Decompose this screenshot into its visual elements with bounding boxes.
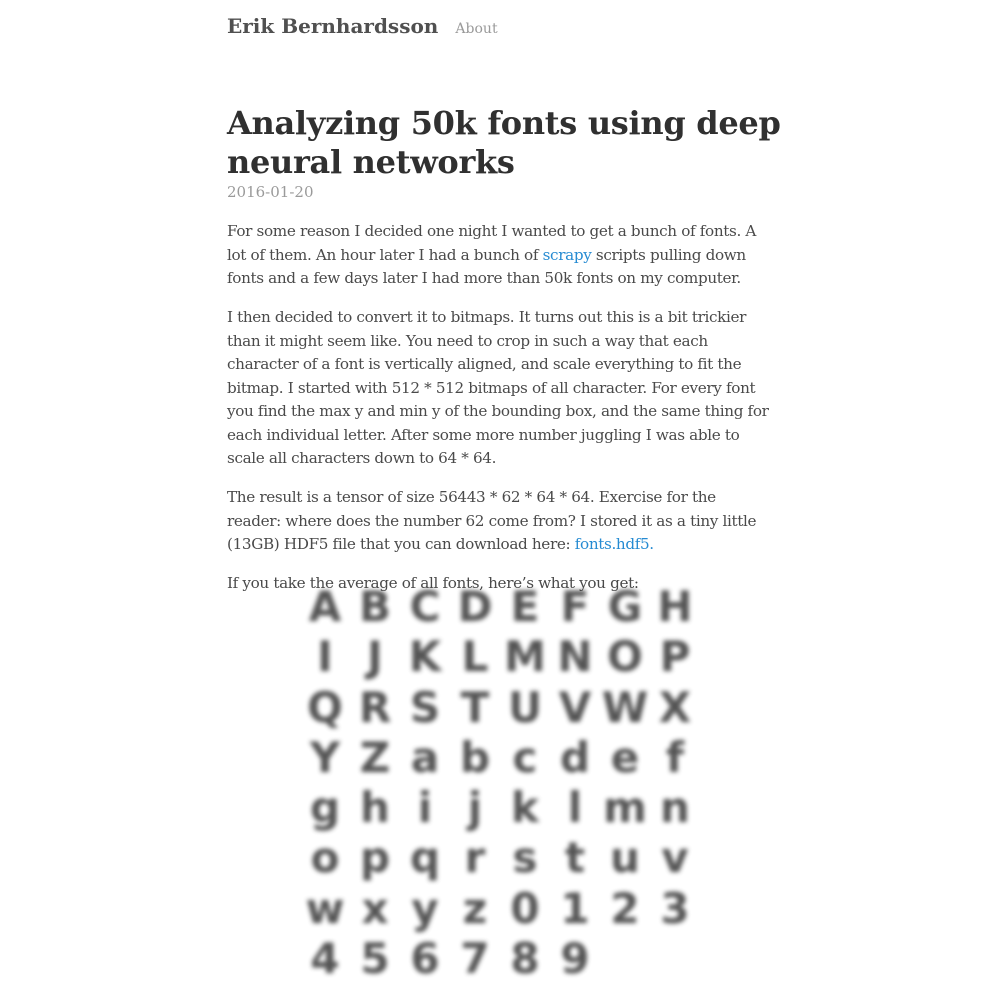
post-title: Analyzing 50k fonts using deep neural networks [227,104,781,181]
average-glyph: X [658,682,692,732]
average-glyph: Z [359,732,391,782]
average-glyph: Q [307,682,343,732]
average-glyph: k [511,783,539,833]
site-title-link[interactable]: Erik Bernhardsson [227,14,439,38]
average-glyph: L [461,632,489,682]
average-glyph: n [660,783,690,833]
average-glyph: E [510,582,540,631]
paragraph-1-text-a: For some reason I decided one night I wanted to get a bunch of fonts. A lot of them. An hour later I had a bunch of [227,222,757,264]
average-glyph: T [460,682,490,732]
average-glyph: 7 [460,934,490,984]
nav-about-link[interactable]: About [455,21,498,37]
average-glyph: y [411,883,439,933]
average-glyph: A [308,582,342,631]
average-glyph: R [358,682,392,732]
average-glyph: v [661,833,689,883]
average-glyph: j [467,783,483,833]
average-glyph: o [310,833,340,883]
fonts-hdf5-link[interactable]: fonts.hdf5. [574,535,654,553]
average-glyph: C [409,582,441,631]
average-glyph: U [507,682,543,732]
average-glyph: 0 [510,883,540,933]
average-glyph: M [504,632,546,682]
average-glyph: w [305,883,345,933]
scrapy-link[interactable]: scrapy [542,245,592,264]
paragraph-4: If you take the average of all fonts, here’s what you get: [227,574,639,592]
average-glyph: x [361,883,389,933]
average-glyph: I [317,632,333,682]
average-glyph: J [367,632,383,682]
average-glyph: 4 [310,934,340,984]
average-glyph: t [564,833,586,883]
average-glyph: l [567,783,583,833]
average-glyph: g [309,783,341,833]
average-glyph: d [559,732,591,782]
paragraph-3-text: The result is a tensor of size 56443 * 62 * 64 * 64. Exercise for the reader: where does the number 62 come from? I stored it as a tiny little (13GB) HDF5 file that you can download here: [227,488,757,553]
average-glyph: Y [309,732,341,782]
average-glyph: i [417,783,433,833]
average-glyph: p [359,833,391,883]
average-glyph: H [657,582,693,631]
average-font-image [300,582,700,992]
average-glyph: r [464,833,486,883]
average-glyph: 2 [610,883,640,933]
post-date: 2016-01-20 [227,183,314,201]
average-glyph: W [601,682,649,732]
average-glyph: m [603,783,647,833]
average-glyph: f [665,732,685,782]
average-glyph: 8 [510,934,540,984]
average-glyph: D [457,582,493,631]
masthead [227,14,498,38]
average-glyph: B [358,582,391,631]
average-glyph: O [607,632,643,682]
average-glyph: z [462,883,488,933]
average-glyph: P [659,632,691,682]
average-glyph: h [360,783,390,833]
average-glyph: u [610,833,640,883]
average-glyph: 1 [560,883,590,933]
average-glyph: q [409,833,441,883]
average-glyph: G [607,582,643,631]
average-glyph: 6 [410,934,440,984]
average-glyph: a [410,732,440,782]
paragraph-1-text-b: scripts pulling down fonts and a few days later I had more than 50k fonts on my computer. [227,245,746,287]
average-glyph: 5 [360,934,390,984]
average-glyph: S [409,682,441,732]
average-glyph: N [557,632,593,682]
average-glyph: s [512,833,538,883]
post-content [227,220,773,611]
paragraph-2: I then decided to convert it to bitmaps. It turns out this is a bit trickier than it might seem like. You need to crop in such a way that each character of a font is vertically aligned, and scale everything to fit the bitmap. I started with 512 * 512 bitmaps of all character. For every font you find the max y and min y of the bounding box, and the same thing for each individual letter. After some more number juggling I was able to scale all characters down to 64 * 64. [227,308,769,467]
average-glyph: 9 [560,934,590,984]
paragraph-1 [227,220,773,291]
average-glyph: b [459,732,491,782]
average-glyph: F [560,582,590,631]
average-glyph: K [408,632,442,682]
paragraph-3 [227,486,773,557]
average-glyph: e [610,732,640,782]
average-glyph: 3 [660,883,690,933]
average-glyph: c [512,732,538,782]
average-glyph: V [558,682,592,732]
